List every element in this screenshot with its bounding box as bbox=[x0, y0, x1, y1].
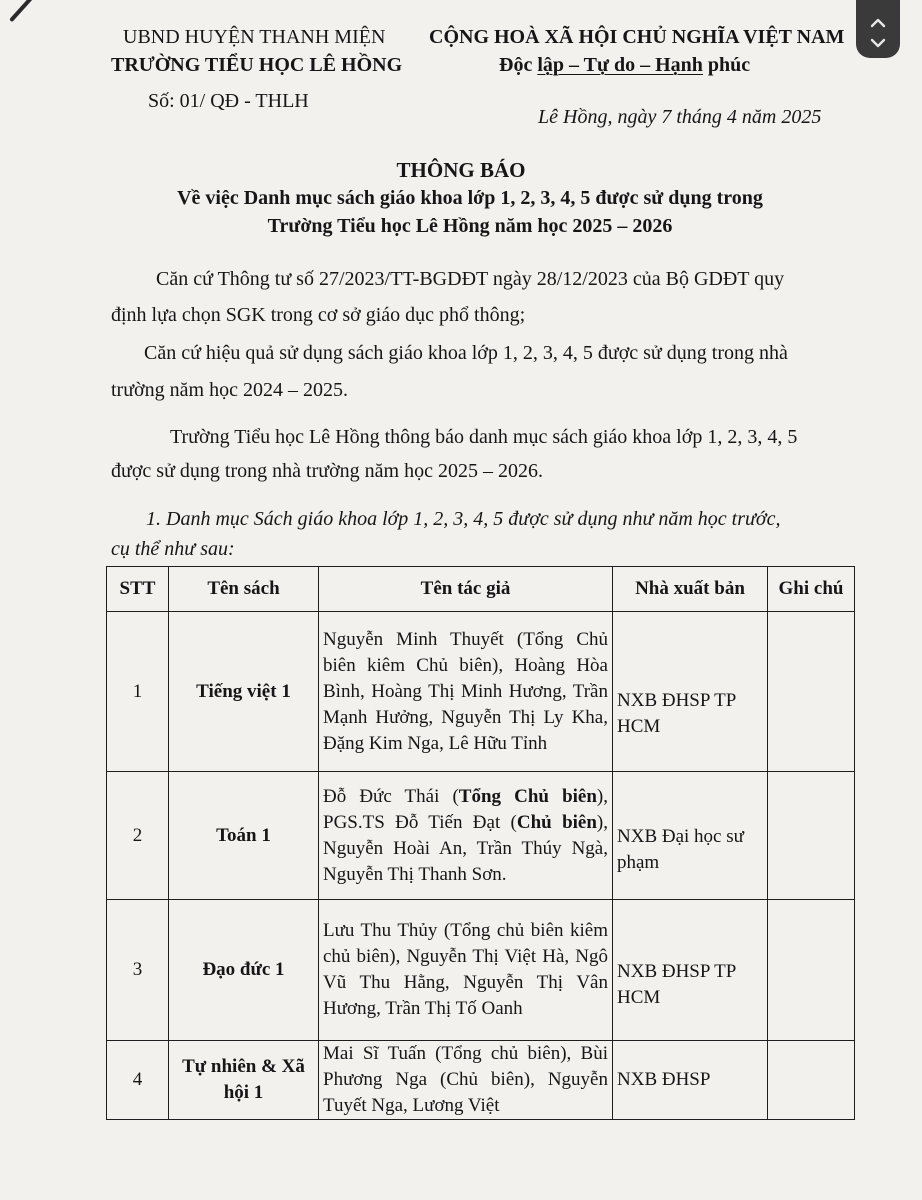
cell-publisher: NXB Đại học sư phạm bbox=[613, 772, 768, 900]
cell-book-name: Tự nhiên & Xã hội 1 bbox=[169, 1041, 319, 1120]
cell-note bbox=[768, 1041, 855, 1120]
cell-book-name: Tiếng việt 1 bbox=[169, 612, 319, 772]
paragraph-3-line-1: Trường Tiểu học Lê Hồng thông báo danh mục sách giáo khoa lớp 1, 2, 3, 4, 5 bbox=[170, 426, 798, 448]
column-header-note: Ghi chú bbox=[768, 567, 855, 612]
cell-note bbox=[768, 772, 855, 900]
cell-stt: 2 bbox=[107, 772, 169, 900]
table-header-row bbox=[107, 567, 855, 612]
paragraph-1-line-2: định lựa chọn SGK trong cơ sở giáo dục phổ thông; bbox=[111, 304, 526, 326]
column-header-stt: STT bbox=[107, 567, 169, 612]
paragraph-2-line-2: trường năm học 2024 – 2025. bbox=[111, 379, 348, 401]
cell-note bbox=[768, 612, 855, 772]
cell-authors: Lưu Thu Thủy (Tổng chủ biên kiêm chủ biên), Nguyễn Thị Việt Hà, Ngô Vũ Thu Hằng, Nguyễn Thị Vân Hương, Trần Thị Tố Oanh bbox=[319, 900, 613, 1041]
column-header-publisher: Nhà xuất bản bbox=[613, 567, 768, 612]
textbook-table bbox=[106, 566, 855, 1120]
cell-book-name: Toán 1 bbox=[169, 772, 319, 900]
cell-authors: Nguyễn Minh Thuyết (Tổng Chủ biên kiêm Chủ biên), Hoàng Hòa Bình, Hoàng Thị Minh Hương, Trần Mạnh Hưởng, Nguyễn Thị Ly Kha, Đặng Kim Nga, Lê Hữu Tỉnh bbox=[319, 612, 613, 772]
cell-stt: 4 bbox=[107, 1041, 169, 1120]
cell-note bbox=[768, 900, 855, 1041]
cell-publisher: NXB ĐHSP TP HCM bbox=[613, 612, 768, 772]
column-header-book-name: Tên sách bbox=[169, 567, 319, 612]
document-subtitle-line2: Trường Tiểu học Lê Hồng năm học 2025 – 2026 bbox=[267, 215, 673, 237]
scroll-toggle-button[interactable] bbox=[856, 0, 900, 58]
district-name: UBND HUYỆN THANH MIỆN bbox=[123, 26, 386, 48]
author-role-bold: Chủ biên bbox=[516, 811, 597, 833]
cell-book-name: Đạo đức 1 bbox=[169, 900, 319, 1041]
national-title: CỘNG HOÀ XÃ HỘI CHỦ NGHĨA VIỆT NAM bbox=[429, 26, 845, 48]
document-subtitle-line1: Về việc Danh mục sách giáo khoa lớp 1, 2, 3, 4, 5 được sử dụng trong bbox=[177, 187, 763, 209]
cell-authors bbox=[319, 772, 613, 900]
document-title: THÔNG BÁO bbox=[396, 158, 526, 182]
cell-publisher: NXB ĐHSP bbox=[613, 1041, 768, 1120]
chevron-up-icon bbox=[870, 18, 886, 28]
author-text: Đỗ Đức Thái ( bbox=[323, 785, 459, 807]
cell-publisher: NXB ĐHSP TP HCM bbox=[613, 900, 768, 1041]
table-row bbox=[107, 1041, 855, 1120]
table-row bbox=[107, 612, 855, 772]
section-1-heading-line-1: 1. Danh mục Sách giáo khoa lớp 1, 2, 3, 4, 5 được sử dụng như năm học trước, bbox=[146, 508, 781, 530]
author-role-bold: Tổng Chủ biên bbox=[458, 785, 597, 807]
chevron-down-icon bbox=[870, 38, 886, 48]
table-row bbox=[107, 772, 855, 900]
motto-start: Độc bbox=[499, 54, 538, 76]
paragraph-2-line-1: Căn cứ hiệu quả sử dụng sách giáo khoa lớp 1, 2, 3, 4, 5 được sử dụng trong nhà bbox=[144, 342, 788, 364]
column-header-authors: Tên tác giả bbox=[319, 567, 613, 612]
motto-end: phúc bbox=[702, 54, 751, 76]
national-motto bbox=[499, 54, 750, 77]
document-number: Số: 01/ QĐ - THLH bbox=[148, 90, 309, 112]
cell-authors: Mai Sĩ Tuấn (Tổng chủ biên), Bùi Phương Nga (Chủ biên), Nguyễn Tuyết Nga, Lương Việt bbox=[319, 1041, 613, 1120]
school-name: TRƯỜNG TIỂU HỌC LÊ HỒNG bbox=[111, 54, 403, 76]
section-1-heading-line-2: cụ thể như sau: bbox=[111, 538, 235, 560]
cell-stt: 1 bbox=[107, 612, 169, 772]
cell-stt: 3 bbox=[107, 900, 169, 1041]
paragraph-3-line-2: được sử dụng trong nhà trường năm học 2025 – 2026. bbox=[111, 460, 543, 482]
table-row bbox=[107, 900, 855, 1041]
paragraph-1-line-1: Căn cứ Thông tư số 27/2023/TT-BGDĐT ngày 28/12/2023 của Bộ GDĐT quy bbox=[156, 268, 785, 290]
corner-stroke-mark bbox=[9, 0, 39, 22]
author-text: ), Nguyễn Hoài An, Trần Thúy Ngà, Nguyễn Thị Thanh Sơn. bbox=[323, 811, 608, 885]
author-text: ), PGS.TS Đỗ Tiến Đạt ( bbox=[323, 785, 608, 833]
motto-underlined: lập – Tự do – Hạnh bbox=[537, 54, 703, 76]
place-date: Lê Hồng, ngày 7 tháng 4 năm 2025 bbox=[538, 106, 822, 128]
